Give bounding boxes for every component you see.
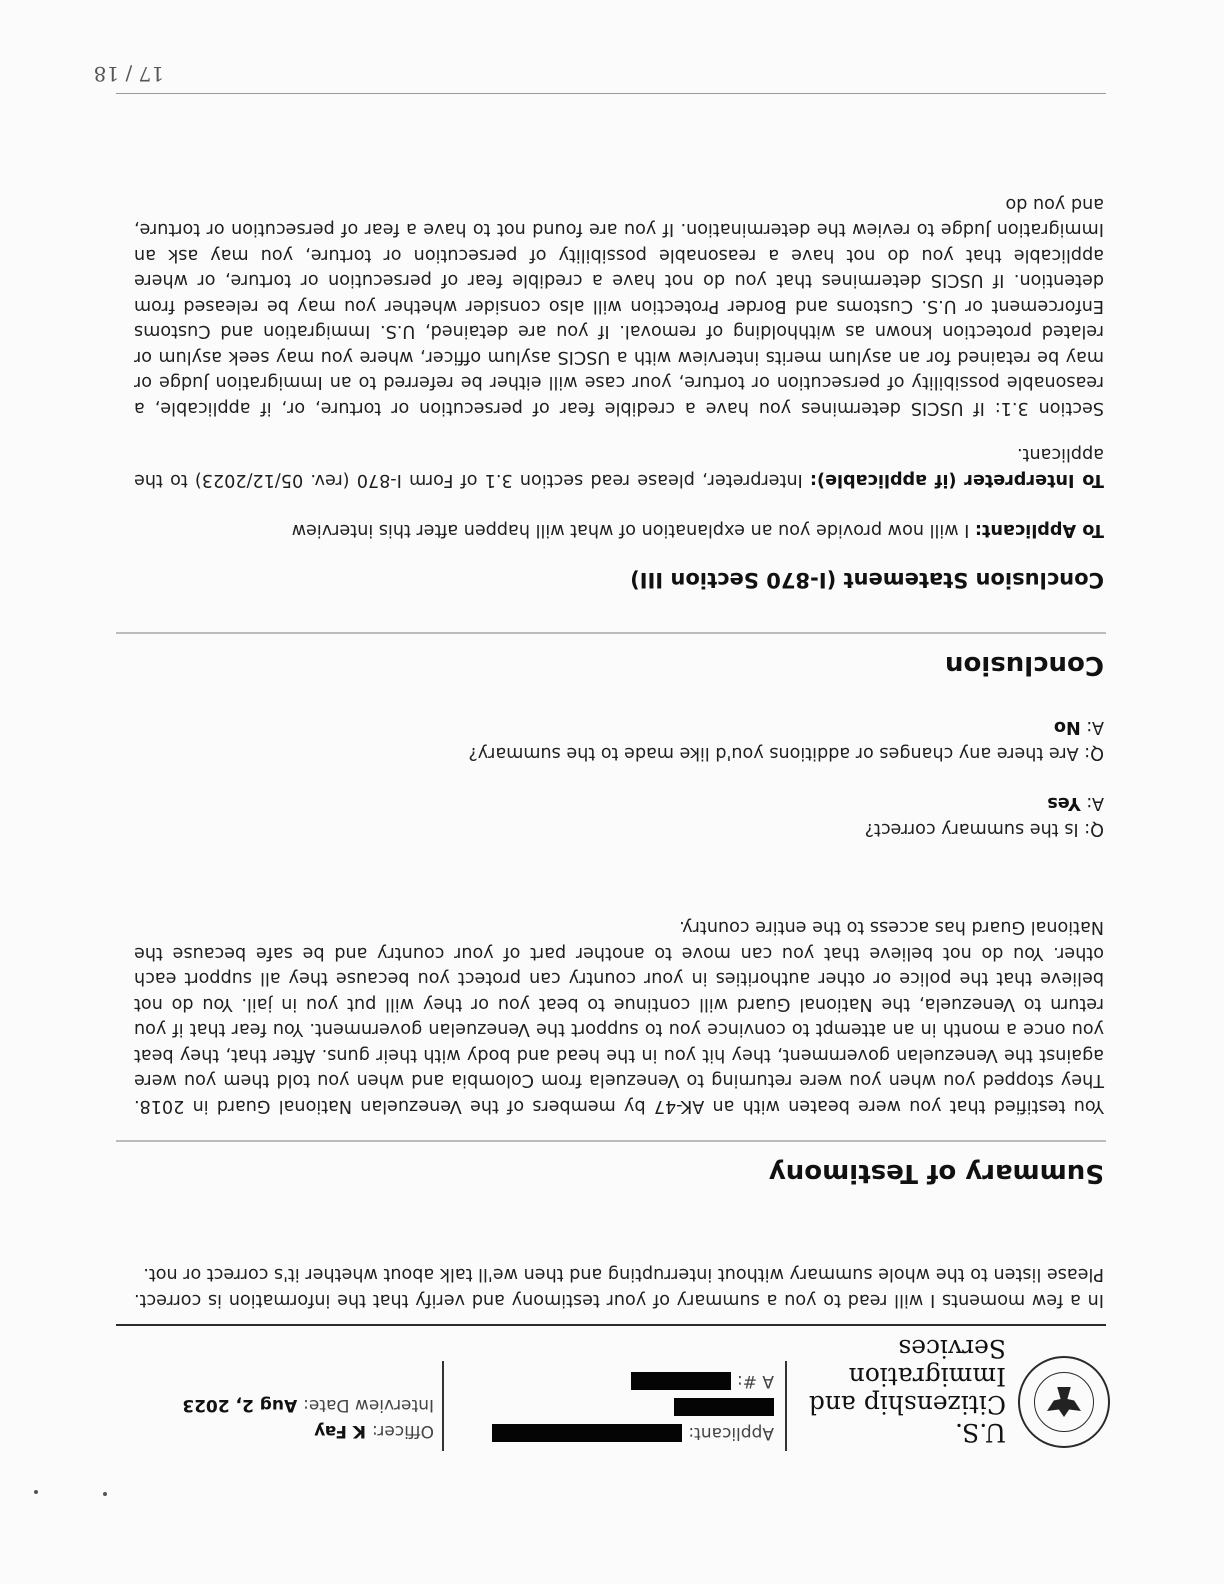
summary-heading: Summary of Testimony — [768, 1158, 1104, 1188]
summary-paragraph: You testified that you were beaten with an AK-47 by members of the Venezuelan National Guard in 2018. They stopped you when you were returning to Venezuela from Colombia and when you told them you were against the Venezuelan government, they hit you in the head and body with their guns. After that, they beat you once a month in an attempt to convince you to support the Venezuelan government. You fear that if you return to Venezuela, the National Guard will continue to beat you or they will put you in jail. You do not believe that the police or other authorities in your country can protect you because they all support each other. You do not believe that you can move to another part of your country and be safe because the National Guard has access to the entire country. — [134, 917, 1104, 1116]
to-interpreter-line — [134, 441, 1104, 492]
answer — [865, 790, 1104, 816]
officer-value: K Fay — [314, 1421, 366, 1441]
applicant-redaction-2 — [674, 1398, 774, 1416]
to-applicant-label: To Applicant: — [974, 520, 1104, 540]
applicant-label: Applicant: — [688, 1423, 774, 1443]
scan-speck — [103, 1492, 107, 1496]
interview-date-label: Interview Date: — [303, 1395, 434, 1415]
applicant-block — [492, 1368, 774, 1446]
a-number-redaction — [631, 1372, 731, 1390]
section-rule — [116, 1140, 1106, 1142]
eagle-icon — [1047, 1387, 1081, 1417]
to-interpreter-label: To Interpreter (if applicable): — [809, 470, 1104, 490]
dhs-seal-logo — [1018, 1356, 1110, 1448]
officer-block — [182, 1392, 434, 1444]
intro-paragraph: In a few moments I will read to you a summary of your testimony and verify that the information is correct. Please listen to the whole summary without interrupting and then we'll talk about whether it's correct or not. — [134, 1264, 1104, 1310]
interview-date-value: Aug 2, 2023 — [182, 1395, 298, 1415]
qa-changes — [468, 714, 1104, 766]
header-divider — [785, 1361, 787, 1451]
to-applicant-line — [134, 517, 1104, 543]
to-interpreter-text: Interpreter, please read section 3.1 of Form I-870 (rev. 05/12/2023) to the applicant. — [134, 444, 1104, 490]
answer — [468, 714, 1104, 740]
answer-value: No — [1053, 717, 1081, 737]
page-number: 17 / 18 — [93, 62, 164, 86]
a-number-label: A #: — [736, 1371, 774, 1391]
conclusion-heading: Conclusion — [944, 650, 1104, 680]
officer-label: Officer: — [371, 1421, 434, 1441]
answer-prefix: A: — [1080, 793, 1104, 813]
section-rule — [116, 632, 1106, 634]
header-rule — [116, 1324, 1106, 1326]
applicant-redaction — [492, 1424, 682, 1442]
qa-summary-correct — [865, 790, 1104, 842]
to-applicant-text: I will now provide you an explanation of what will happen after this interview — [291, 520, 975, 540]
section-3-1-paragraph: Section 3.1: If USCIS determines you have a credible fear of persecution or torture, or, if applicable, a reasonable possibility of persecution or torture, your case will either be referred to an Immigration Judge or may be retained for an asylum merits interview with a USCIS asylum officer, where you may seek asylum or related protection known as withholding of removal. If you are detained, U.S. Immigration and Customs Enforcement or U.S. Customs and Border Protection will also consider whether you may be released from detention. If USCIS determines that you do not have a credible fear of persecution or torture, or where applicable that you do not have a reasonable possibility of persecution or torture, you may ask an Immigration Judge to review the determination. If you are found not to have a fear of persecution or torture, and you do — [134, 194, 1104, 418]
agency-name: U.S. Citizenship and Immigration Services — [808, 1334, 1006, 1447]
conclusion-subheading: Conclusion Statement (I-870 Section III) — [630, 568, 1104, 592]
question: Q: Is the summary correct? — [864, 819, 1104, 839]
header-divider — [442, 1361, 444, 1451]
question: Q: Are there any changes or additions you'd like made to the summary? — [468, 743, 1104, 763]
scan-speck — [34, 1490, 38, 1494]
footer-rule — [116, 93, 1106, 94]
answer-value: Yes — [1047, 793, 1081, 813]
answer-prefix: A: — [1080, 717, 1104, 737]
